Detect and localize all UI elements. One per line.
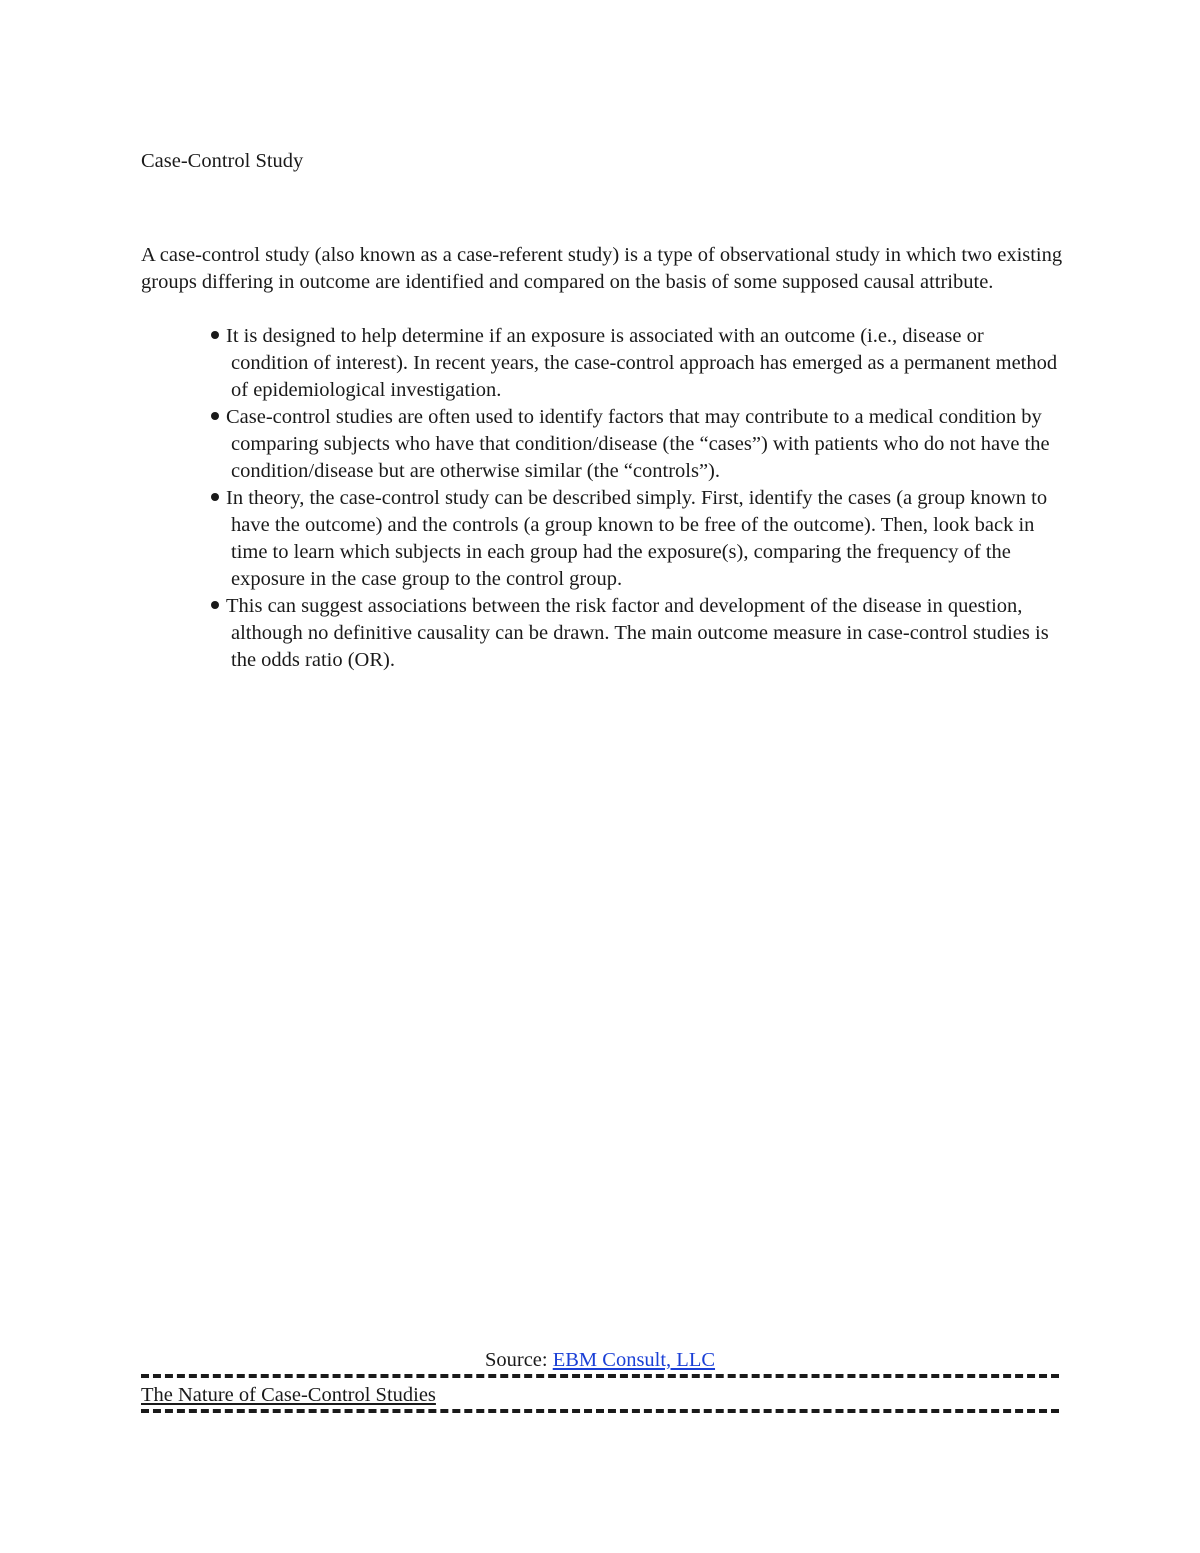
- list-item-text: This can suggest associations between the risk factor and development of the disease in question, although no definitive causality can be drawn. The main outcome measure in case-control studies is the odds ratio (OR).: [226, 595, 1049, 671]
- bullet-icon: [211, 601, 219, 609]
- list-item: [196, 593, 1066, 674]
- intro-paragraph: A case-control study (also known as a case-referent study) is a type of observational study in which two existing groups differing in outcome are identified and compared on the basis of some supposed causal attribute.: [141, 244, 1063, 293]
- bullet-icon: [211, 493, 219, 501]
- list-item-text: It is designed to help determine if an exposure is associated with an outcome (i.e., disease or condition of interest). In recent years, the case-control approach has emerged as a permanent method of epidemiological investigation.: [226, 325, 1058, 401]
- list-item-text: Case-control studies are often used to identify factors that may contribute to a medical condition by comparing subjects who have that condition/disease (the “cases”) with patients who do not have the condition/disease but are otherwise similar (the “controls”).: [226, 406, 1050, 482]
- next-section-title: The Nature of Case-Control Studies: [141, 1384, 436, 1406]
- source-footer: [141, 1346, 1059, 1378]
- list-item: [196, 323, 1066, 404]
- next-section-footer: [141, 1381, 1059, 1413]
- bullet-icon: [211, 331, 219, 339]
- list-item: [196, 485, 1066, 593]
- bullet-icon: [211, 412, 219, 420]
- source-link[interactable]: EBM Consult, LLC: [552, 1349, 716, 1371]
- page-title: Case-Control Study: [141, 150, 304, 172]
- source-label: Source:: [484, 1349, 548, 1371]
- list-item: [196, 404, 1066, 485]
- source-text: [483, 1349, 717, 1371]
- bullet-list: [196, 323, 1066, 674]
- list-item-text: In theory, the case-control study can be described simply. First, identify the cases (a group known to have the outcome) and the controls (a group known to be free of the outcome). Then, look back in time to learn which subjects in each group had the exposure(s), comparing the frequency of the exposure in the case group to the control group.: [226, 487, 1048, 590]
